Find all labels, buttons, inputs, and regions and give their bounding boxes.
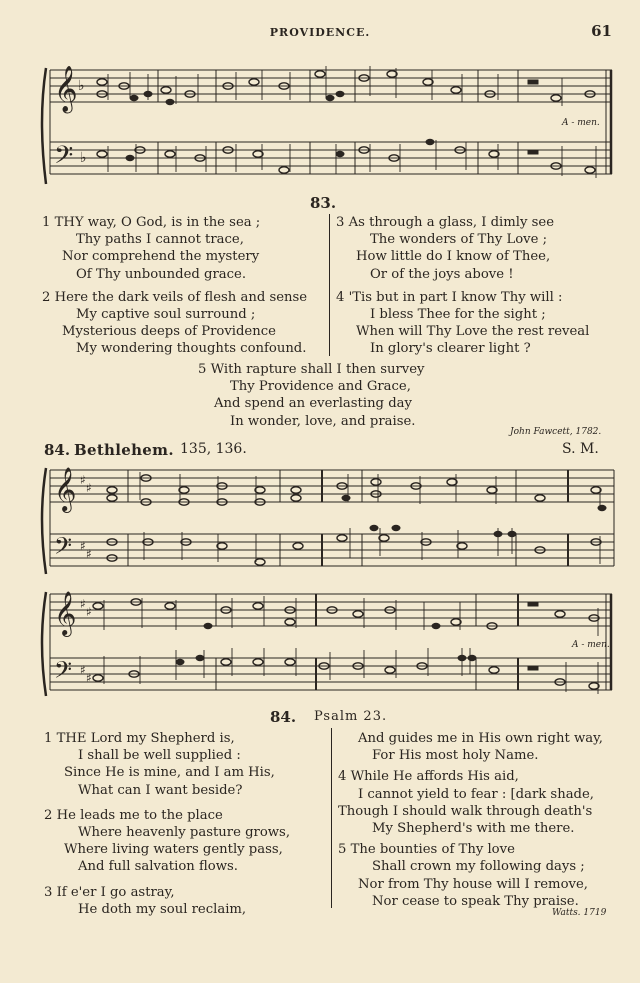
column-divider <box>329 214 330 356</box>
verse-3: 3 If e'er I go astray, He doth my soul reclaim, <box>44 884 247 917</box>
svg-text:♯: ♯ <box>80 663 86 677</box>
music-system-2 <box>0 462 640 582</box>
verse-3-continued: And guides me in His own right way, For His most holy Name. <box>358 731 603 764</box>
hymn-84-right-column <box>338 730 603 910</box>
amen-label-1: A - men. <box>562 118 600 128</box>
music-system-3 <box>0 584 640 704</box>
verse-5: 5 The bounties of Thy love Shall crown my following days ; Nor from Thy house will I remove, Nor cease to speak Thy praise. <box>338 842 588 909</box>
svg-text:𝄢: 𝄢 <box>54 656 73 689</box>
verse-3: 3 As through a glass, I dimly see The wonders of Thy Love ; How little do I know of Thee, Or of the joys above ! <box>336 215 555 282</box>
verse-5: 5 With rapture shall I then survey Thy Providence and Grace, And spend an everlasting day In wonder, love, and praise. <box>198 362 425 429</box>
svg-text:𝄞: 𝄞 <box>54 591 77 635</box>
hymn-83-number: 83. <box>310 194 337 212</box>
hymn-84-number: 84. <box>270 708 297 726</box>
svg-text:♯: ♯ <box>80 539 86 553</box>
verse-2: 2 He leads me to the place Where heavenly pasture grows, Where living waters gently pass, And full salvation flows. <box>44 807 291 875</box>
verse-1: 1 THY way, O God, is in the sea ; Thy paths I cannot trace, Nor comprehend the mystery Of Thy unbounded grace. <box>42 215 261 282</box>
svg-text:♯: ♯ <box>86 547 92 561</box>
meter-label: S. M. <box>562 441 599 457</box>
amen-label-2: A - men. <box>572 640 610 650</box>
column-divider-2 <box>331 728 332 908</box>
hymn-84-title: Psalm 23. <box>314 709 388 724</box>
verse-2: 2 Here the dark veils of flesh and sense My captive soul surround ; Mysterious deeps of Providence My wondering thoughts confound. <box>42 289 308 357</box>
svg-text:♯: ♯ <box>80 597 86 611</box>
svg-text:𝄢: 𝄢 <box>54 141 74 176</box>
tune-name: Bethlehem. <box>74 441 174 459</box>
svg-text:𝄞: 𝄞 <box>54 66 78 112</box>
hymn-83-left-column <box>42 214 307 358</box>
verse-4: 4 'Tis but in part I know Thy will : I bless Thee for the sight ; When will Thy Love the rest reveal In glory's clearer light ? <box>336 289 590 357</box>
svg-text:♭: ♭ <box>78 78 85 94</box>
hymn-83-credit: John Fawcett, 1782. <box>510 427 602 437</box>
verse-4: 4 While He affords His aid, I cannot yield to fear : [dark shade, Though I should walk through death's My Shepherd's with me there. <box>338 769 594 837</box>
hymn-84-left-column <box>44 730 290 918</box>
tune-refs: 135, 136. <box>180 441 247 457</box>
svg-text:♯: ♯ <box>80 473 86 487</box>
page-number: 61 <box>591 22 612 40</box>
svg-text:𝄢: 𝄢 <box>54 532 73 565</box>
hymn-83-right-column <box>336 214 589 358</box>
svg-text:𝄞: 𝄞 <box>54 467 77 511</box>
svg-text:♯: ♯ <box>86 605 92 619</box>
svg-text:♯: ♯ <box>86 481 92 495</box>
svg-text:♯: ♯ <box>86 671 92 685</box>
running-header: PROVIDENCE. <box>269 26 371 39</box>
svg-text:♭: ♭ <box>80 150 87 166</box>
hymn-84-credit: Watts. 1719 <box>552 908 607 918</box>
music-system-1 <box>0 60 640 190</box>
tune-84-number: 84. <box>44 441 71 459</box>
verse-1: 1 THE Lord my Shepherd is, I shall be well supplied : Since He is mine, and I am His, What can I want beside? <box>44 731 275 798</box>
